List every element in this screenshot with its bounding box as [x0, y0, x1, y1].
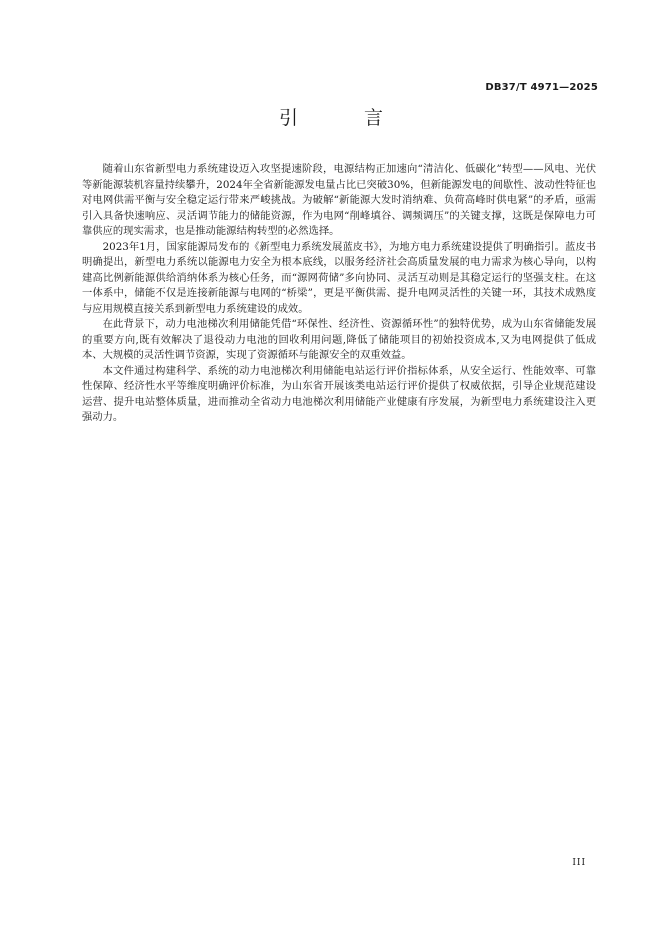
paragraph: 本文件通过构建科学、系统的动力电池梯次利用储能电站运行评价指标体系，从安全运行、性能效率、可靠性保障、经济性水平等维度明确评价标准，为山东省开展该类电站运行评价提供了权威依据，引导企业规范建设运营、提升电站整体质量，进而推动全省动力电池梯次利用储能产业健康有序发展，为新型电力系统建设注入更强动力。 [82, 364, 596, 423]
page-title: 引 言 [278, 107, 414, 129]
paragraph: 在此背景下，动力电池梯次利用储能凭借“环保性、经济性、资源循环性”的独特优势，成为山东省储能发展的重要方向,既有效解决了退役动力电池的回收利用问题,降低了储能项目的初始投资成本,又为电网提供了低成本、大规模的灵活性调节资源，实现了资源循环与能源安全的双重效益。 [82, 318, 596, 361]
page-number: III [572, 858, 586, 868]
paragraph: 2023年1月，国家能源局发布的《新型电力系统发展蓝皮书》，为地方电力系统建设提供了明确指引。蓝皮书明确提出，新型电力系统以能源电力安全为根本底线，以服务经济社会高质量发展的电力需求为核心导向，以构建高比例新能源供给消纳体系为核心任务，而“源网荷储”多向协同、灵活互动则是其稳定运行的坚强支柱。在这一体系中，储能不仅是连接新能源与电网的“桥梁”，更是平衡供需、提升电网灵活性的关键一环，其技术成熟度与应用规模直接关系到新型电力系统建设的成效。 [82, 240, 596, 315]
document-code: DB37/T 4971—2025 [485, 82, 598, 93]
paragraph: 随着山东省新型电力系统建设迈入攻坚提速阶段，电源结构正加速向“清洁化、低碳化”转型——风电、光伏等新能源装机容量持续攀升，2024年全省新能源发电量占比已突破30%，但新能源发电的间歇性、波动性特征也对电网供需平衡与安全稳定运行带来严峻挑战。为破解“新能源大发时消纳难、负荷高峰时供电紧”的矛盾，亟需引入具备快速响应、灵活调节能力的储能资源，作为电网“削峰填谷、调频调压”的关键支撑，这既是保障电力可靠供应的现实需求，也是推动能源结构转型的必然选择。 [82, 163, 596, 237]
body-text [82, 162, 596, 426]
